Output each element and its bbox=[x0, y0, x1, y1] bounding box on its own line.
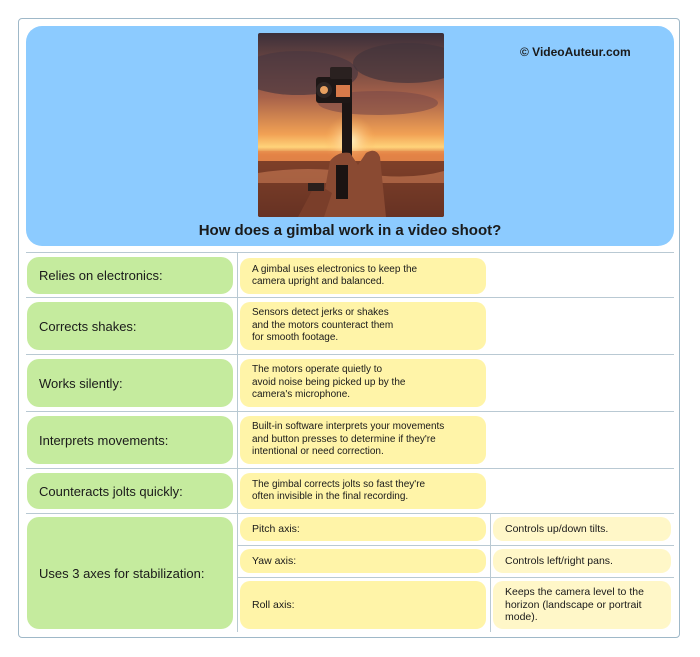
row-divider bbox=[26, 411, 674, 412]
row-divider bbox=[26, 468, 674, 469]
axis-description-roll: Keeps the camera level to the horizon (landscape or portrait mode). bbox=[493, 581, 671, 629]
axis-divider bbox=[237, 577, 674, 578]
page-title: How does a gimbal work in a video shoot? bbox=[198, 222, 502, 239]
row-label-movements: Interprets movements: bbox=[27, 416, 233, 464]
copyright-text: © VideoAuteur.com bbox=[520, 45, 631, 59]
axis-description-pitch: Controls up/down tilts. bbox=[493, 517, 671, 541]
row-description-movements: Built-in software interprets your movements and button presses to determine if they're intentional or need correction. bbox=[240, 416, 486, 464]
row-description-electronics: A gimbal uses electronics to keep the camera upright and balanced. bbox=[240, 258, 486, 294]
row-label-jolts: Counteracts jolts quickly: bbox=[27, 473, 233, 509]
axis-name-pitch: Pitch axis: bbox=[240, 517, 486, 541]
gimbal-photo bbox=[258, 33, 444, 217]
axis-name-roll: Roll axis: bbox=[240, 581, 486, 629]
row-description-shakes: Sensors detect jerks or shakes and the motors counteract them for smooth footage. bbox=[240, 302, 486, 350]
row-label-shakes: Corrects shakes: bbox=[27, 302, 233, 350]
column-divider bbox=[237, 252, 238, 632]
row-label-silent: Works silently: bbox=[27, 359, 233, 407]
row-divider bbox=[26, 513, 674, 514]
row-description-silent: The motors operate quietly to avoid noise being picked up by the camera's microphone. bbox=[240, 359, 486, 407]
row-divider bbox=[26, 297, 674, 298]
row-label-electronics: Relies on electronics: bbox=[27, 257, 233, 294]
axis-name-yaw: Yaw axis: bbox=[240, 549, 486, 573]
axis-description-yaw: Controls left/right pans. bbox=[493, 549, 671, 573]
row-divider bbox=[26, 252, 674, 253]
row-description-jolts: The gimbal corrects jolts so fast they're often invisible in the final recording. bbox=[240, 473, 486, 509]
axis-divider bbox=[237, 545, 674, 546]
row-divider bbox=[26, 354, 674, 355]
axis-column-divider bbox=[490, 513, 491, 632]
row-label-axes: Uses 3 axes for stabilization: bbox=[27, 517, 233, 629]
